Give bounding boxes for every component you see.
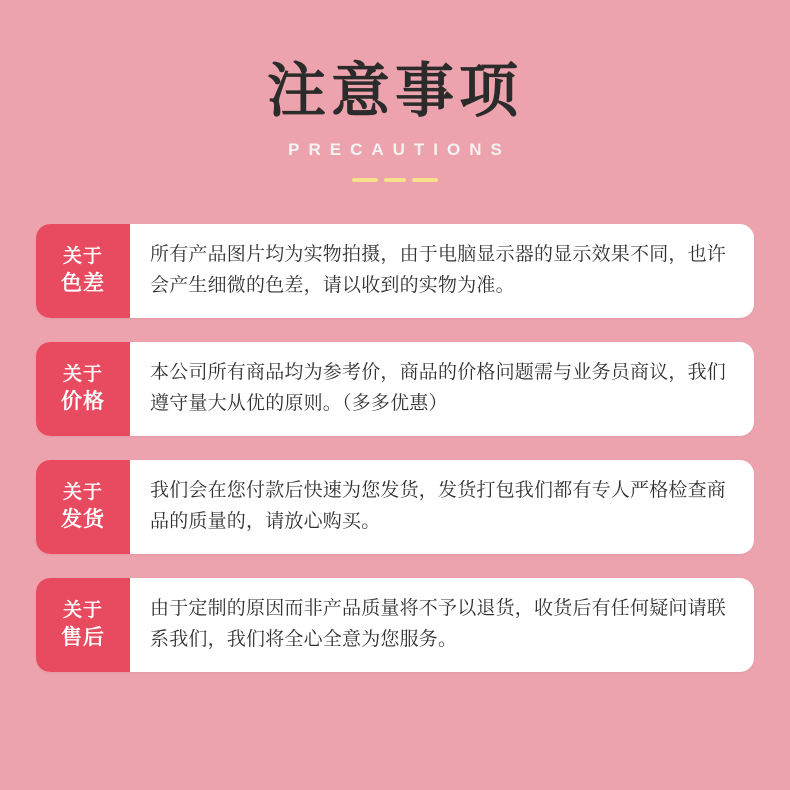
card-text: 本公司所有商品均为参考价，商品的价格问题需与业务员商议，我们遵守量大从优的原则。（多多优惠）: [150, 362, 727, 414]
page-subtitle: PRECAUTIONS: [288, 139, 511, 159]
page-title: 注意事项: [266, 58, 523, 124]
card-tag-line1: 关于: [62, 363, 103, 385]
precaution-card-list: [0, 224, 790, 672]
card-body: [130, 578, 754, 672]
precaution-card-price: [36, 342, 754, 436]
divider-segment-left: [352, 178, 378, 182]
card-text: 所有产品图片均为实物拍摄，由于电脑显示器的显示效果不同，也许会产生细微的色差，请以收到的实物为准。: [150, 244, 727, 296]
precaution-card-after-sales: [36, 578, 754, 672]
card-body: [130, 460, 754, 554]
card-tag-line1: 关于: [62, 481, 103, 503]
card-tag-line2: 发货: [61, 507, 105, 531]
divider-segment-middle: [384, 178, 406, 182]
card-tag: [36, 342, 130, 436]
divider: [352, 178, 438, 182]
card-tag: [36, 224, 130, 318]
card-text: 由于定制的原因而非产品质量将不予以退货，收货后有任何疑问请联系我们，我们将全心全意为您服务。: [150, 598, 727, 650]
card-text: 我们会在您付款后快速为您发货，发货打包我们都有专人严格检查商品的质量的，请放心购买。: [150, 480, 727, 532]
card-body: [130, 342, 754, 436]
card-tag-line2: 色差: [61, 271, 105, 295]
precaution-card-color-difference: [36, 224, 754, 318]
card-tag-line1: 关于: [62, 599, 103, 621]
card-tag: [36, 460, 130, 554]
precaution-card-shipping: [36, 460, 754, 554]
card-tag: [36, 578, 130, 672]
card-body: [130, 224, 754, 318]
card-tag-line2: 售后: [61, 625, 105, 649]
card-tag-line1: 关于: [62, 245, 103, 267]
divider-segment-right: [412, 178, 438, 182]
page-header: [0, 0, 790, 182]
card-tag-line2: 价格: [61, 389, 105, 413]
